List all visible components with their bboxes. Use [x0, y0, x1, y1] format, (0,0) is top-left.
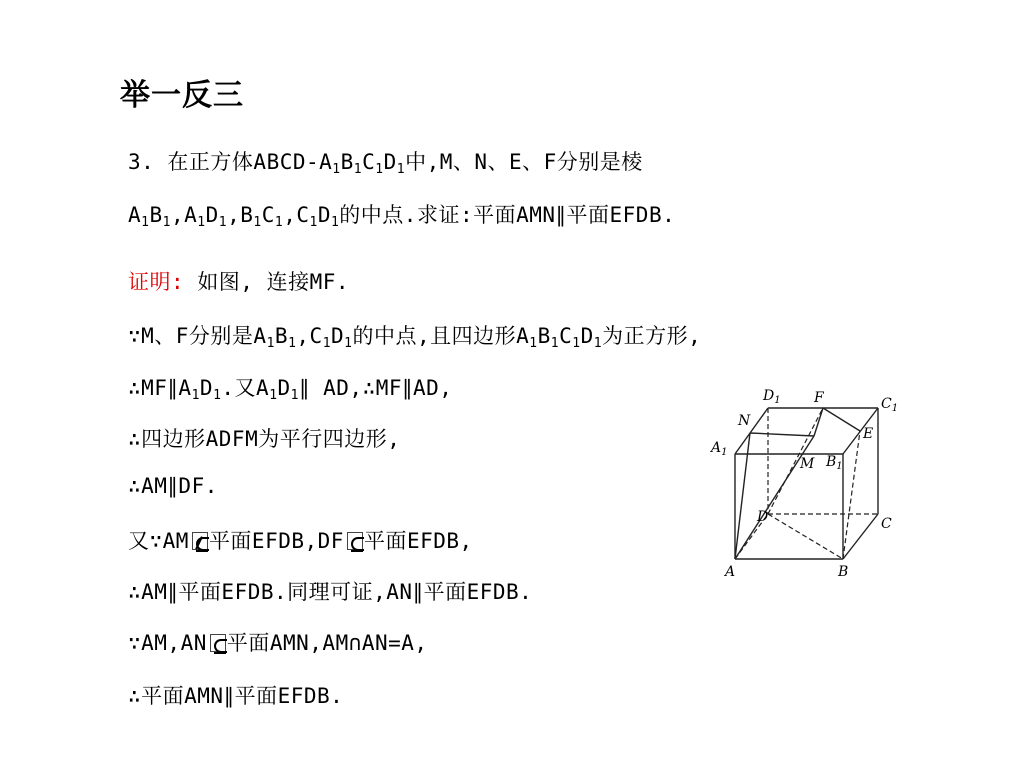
problem-line-1: 3. 在正方体ABCD-$A_1B_1C_1D_1$中,M、N、E、F分别是棱	[128, 150, 643, 177]
label-c: C	[881, 516, 892, 532]
label-a: A	[725, 564, 736, 580]
label-f: F	[814, 390, 824, 406]
label-a1: $A_1$	[711, 440, 728, 458]
label-c1: $C_1$	[881, 396, 899, 414]
subset-symbol	[345, 530, 363, 552]
label-d1: $D_1$	[763, 388, 781, 406]
proof-line-1: 证明: 如图, 连接MF.	[128, 270, 350, 294]
proof-label: 证明:	[128, 270, 185, 294]
label-b1: $B_1$	[826, 454, 843, 472]
proof-line-2: ∵M、F分别是$A_1B_1,C_1D_1$的中点,且四边形$A_1B_1C_1D_1$为正方形,	[128, 324, 702, 351]
segment-df-hidden	[768, 408, 823, 514]
label-n: N	[738, 413, 751, 429]
section-heading: 举一反三	[120, 78, 244, 113]
edge-bc	[843, 514, 878, 559]
segment-fe	[823, 408, 860, 431]
label-e: E	[863, 426, 874, 442]
subset-symbol	[208, 632, 226, 654]
proof-line-9: ∴平面AMN∥平面EFDB.	[128, 684, 344, 708]
problem-line-2: $A_1B_1,A_1D_1,B_1C_1,C_1D_1$的中点.求证:平面AMN∥平面EFDB.	[128, 203, 676, 230]
proof-line-7: ∴AM∥平面EFDB.同理可证,AN∥平面EFDB.	[128, 580, 533, 604]
proof-line-5: ∴AM∥DF.	[128, 474, 218, 498]
label-d: D	[757, 509, 769, 525]
label-b: B	[838, 564, 849, 580]
cube-figure	[700, 378, 910, 583]
proof-line-3: $\therefore MF\parallel A_1D_1$.又$A_1D_1\parallel$ AD,∴MF∥AD,	[128, 376, 453, 403]
segment-mf	[814, 408, 823, 436]
label-m: M	[800, 456, 815, 472]
segment-nm	[750, 433, 814, 436]
proof-line-4: ∴四边形ADFM为平行四边形,	[128, 427, 401, 451]
not-subset-symbol	[190, 530, 208, 552]
proof-line-6: 又∵AM 平面EFDB,DF 平面EFDB,	[128, 529, 473, 553]
segment-db-hidden	[768, 514, 843, 559]
proof-line-8: ∵AM,AN 平面AMN,AM∩AN=A,	[128, 631, 428, 655]
